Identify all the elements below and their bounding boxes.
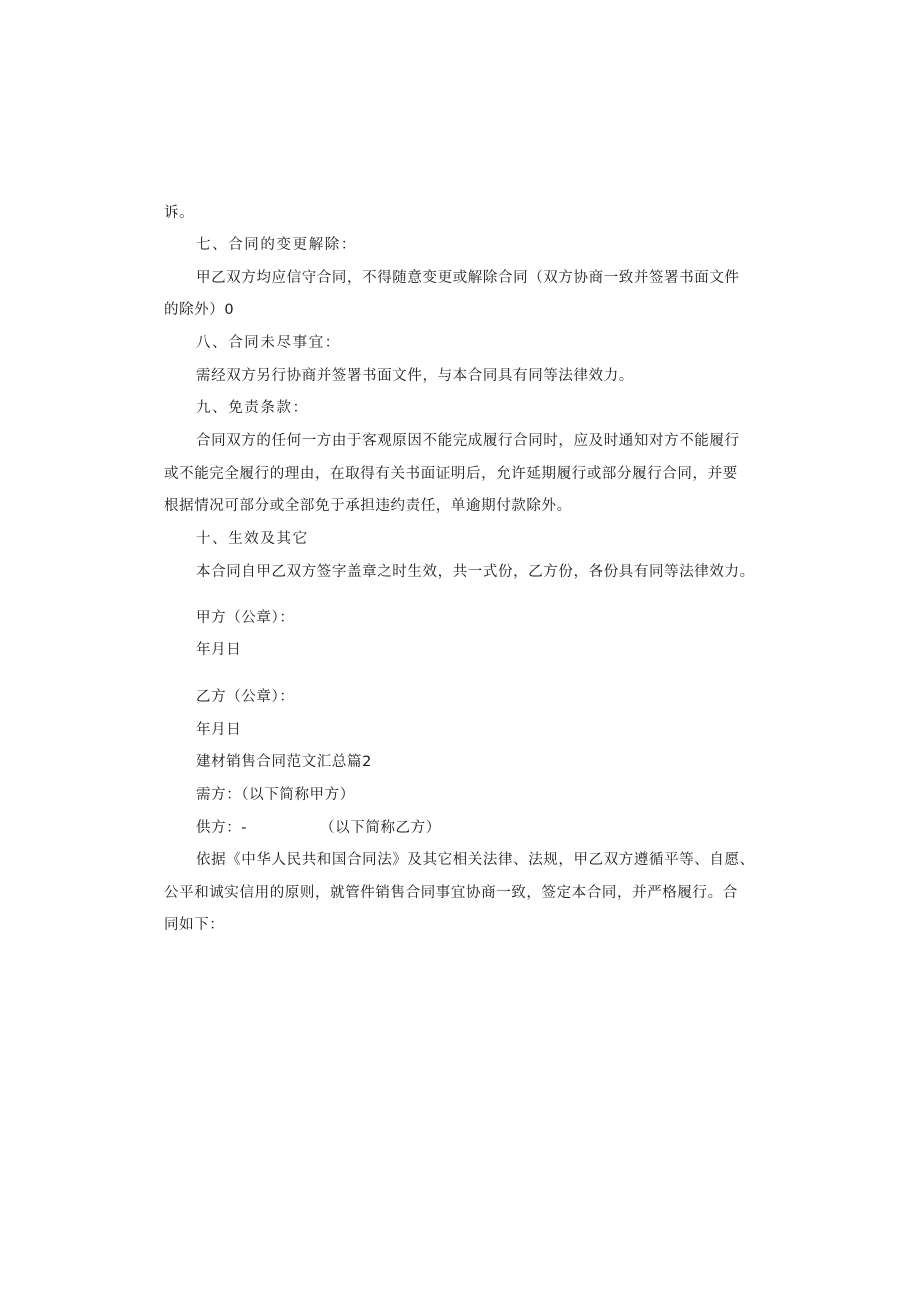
party-a-date: 年月日: [196, 642, 242, 658]
section-heading-7: 七、合同的变更解除：: [196, 237, 357, 253]
party-b-date: 年月日: [196, 722, 242, 738]
paragraph-line: 的除外）0: [164, 302, 235, 318]
paragraph-line: 公平和诚实信用的原则，就管件销售合同事宜协商一致，签定本合同，并严格履行。合: [164, 885, 738, 901]
buyer-line: 需方：（以下简称甲方）: [196, 787, 355, 803]
section-title: 建材销售合同范文汇总篇2: [196, 754, 372, 770]
section-heading-8: 八、合同未尽事宜：: [196, 335, 341, 351]
section-heading-10: 十、生效及其它: [196, 531, 309, 547]
supplier-line: 供方：- （以下简称乙方）: [196, 820, 441, 836]
paragraph-line: 需经双方另行协商并签署书面文件，与本合同具有同等法律效力。: [196, 368, 634, 384]
paragraph-line: 本合同自甲乙双方签字盖章之时生效，共一式份，乙方份，各份具有同等法律效力。: [196, 564, 755, 580]
paragraph-line: 同如下：: [164, 917, 225, 933]
party-b-seal-label: 乙方（公章）：: [196, 689, 295, 705]
text-line-continuation: 诉。: [164, 205, 195, 221]
section-heading-9: 九、免责条款：: [196, 400, 309, 416]
paragraph-line: 根据情况可部分或全部免于承担违约责任，单逾期付款除外。: [164, 498, 572, 514]
paragraph-line: 依据《中华人民共和国合同法》及其它相关法律、法规，甲乙双方遵循平等、自愿、: [196, 852, 755, 868]
party-a-seal-label: 甲方（公章）：: [196, 610, 295, 626]
paragraph-line: 合同双方的任何一方由于客观原因不能完成履行合同时，应及时通知对方不能履行: [196, 433, 740, 449]
paragraph-line: 或不能完全履行的理由，在取得有关书面证明后，允许延期履行或部分履行合同，并要: [164, 466, 738, 482]
paragraph-line: 甲乙双方均应信守合同，不得随意变更或解除合同（双方协商一致并签署书面文件: [196, 270, 740, 286]
